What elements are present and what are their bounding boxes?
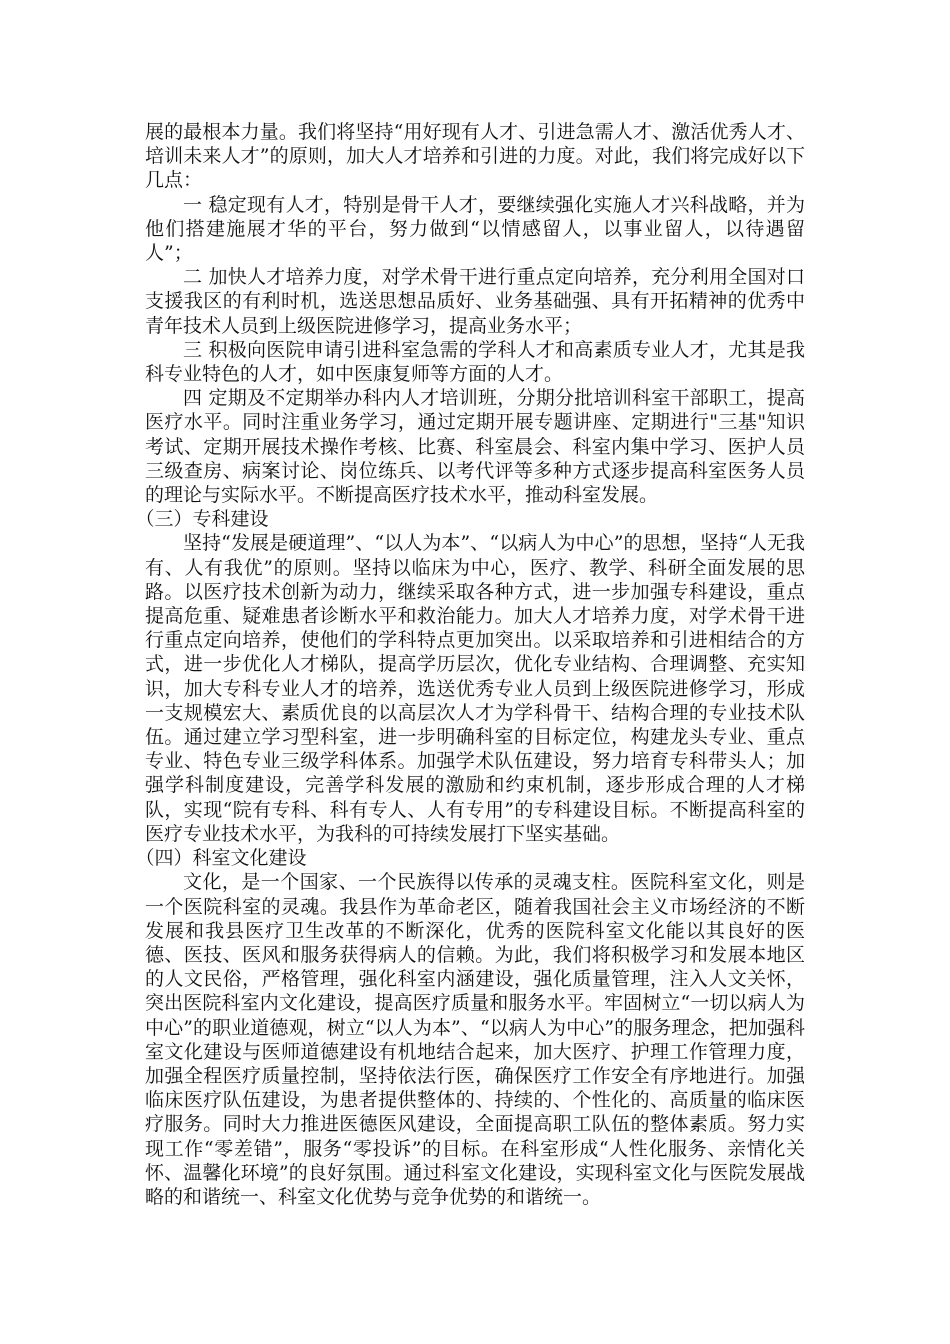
paragraph-item-4: 四 定期及不定期举办科内人才培训班，分期分批培训科室干部职工，提高医疗水平。同时注重业务学习，通过定期开展专题讲座、定期进行"三基"知识考试、定期开展技术操作考核、比赛、科室晨会、科室内集中学习、医护人员三级查房、病案讨论、岗位练兵、以考代评等多种方式逐步提高科室医务人员的理论与实际水平。不断提高医疗技术水平，推动科室发展。: [145, 387, 805, 507]
section-heading-specialty: （三）专科建设: [135, 508, 269, 531]
document-body: [135, 120, 805, 1209]
paragraph-item-1: 一 稳定现有人才，特别是骨干人才，要继续强化实施人才兴科战略，并为他们搭建施展才华的平台，努力做到“以情感留人，以事业留人，以待遇留人”；: [145, 193, 805, 265]
paragraph-item-3: 三 积极向医院申请引进科室急需的学科人才和高素质专业人才，尤其是我科专业特色的人才，如中医康复师等方面的人才。: [145, 338, 805, 386]
paragraph-specialty: 坚持“发展是硬道理”、“以人为本”、“以病人为中心”的思想，坚持“人无我有、人有我优”的原则。坚持以临床为中心，医疗、教学、科研全面发展的思路。以医疗技术创新为动力，继续采取各种方式，进一步加强专科建设，重点提高危重、疑难患者诊断水平和救治能力。加大人才培养力度，对学术骨干进行重点定向培养，使他们的学科特点更加突出。以采取培养和引进相结合的方式，进一步优化人才梯队，提高学历层次，优化专业结构、合理调整、充实知识，加大专科专业人才的培养，选送优秀专业人员到上级医院进修学习，形成一支规模宏大、素质优良的以高层次人才为学科骨干、结构合理的专业技术队伍。通过建立学习型科室，进一步明确科室的目标定位，构建龙头专业、重点专业、特色专业三级学科体系。加强学术队伍建设，努力培育专科带头人；加强学科制度建设，完善学科发展的激励和约束机制，逐步形成合理的人才梯队，实现“院有专科、科有专人、人有专用”的专科建设目标。不断提高科室的医疗专业技术水平，为我科的可持续发展打下坚实基础。: [145, 532, 805, 845]
paragraph-intro: 展的最根本力量。我们将坚持“用好现有人才、引进急需人才、激活优秀人才、培训未来人才”的原则，加大人才培养和引进的力度。对此，我们将完成好以下几点：: [145, 121, 805, 192]
paragraph-item-2: 二 加快人才培养力度，对学术骨干进行重点定向培养，充分利用全国对口支援我区的有利时机，选送思想品质好、业务基础强、具有开拓精神的优秀中青年技术人员到上级医院进修学习，提高业务水平；: [145, 266, 805, 337]
paragraph-culture: 文化，是一个国家、一个民族得以传承的灵魂支柱。医院科室文化，则是一个医院科室的灵魂。我县作为革命老区，随着我国社会主义市场经济的不断发展和我县医疗卫生改革的不断深化，优秀的医院科室文化能以其良好的医德、医技、医风和服务获得病人的信赖。为此，我们将积极学习和发展本地区的人文民俗，严格管理，强化科室内涵建设，强化质量管理，注入人文关怀，突出医院科室内文化建设，提高医疗质量和服务水平。牢固树立“一切以病人为中心”的职业道德观，树立“以人为本”、“以病人为中心”的服务理念，把加强科室文化建设与医师道德建设有机地结合起来，加大医疗、护理工作管理力度，加强全程医疗质量控制，坚持依法行医，确保医疗工作安全有序地进行。加强临床医疗队伍建设，为患者提供整体的、持续的、个性化的、高质量的临床医疗服务。同时大力推进医德医风建设，全面提高职工队伍的整体素质。努力实现工作“零差错”，服务“零投诉”的目标。在科室形成“人性化服务、亲情化关怀、温馨化环境”的良好氛围。通过科室文化建设，实现科室文化与医院发展战略的和谐统一、科室文化优势与竞争优势的和谐统一。: [145, 871, 805, 1208]
section-heading-culture: （四）科室文化建设: [135, 847, 307, 870]
